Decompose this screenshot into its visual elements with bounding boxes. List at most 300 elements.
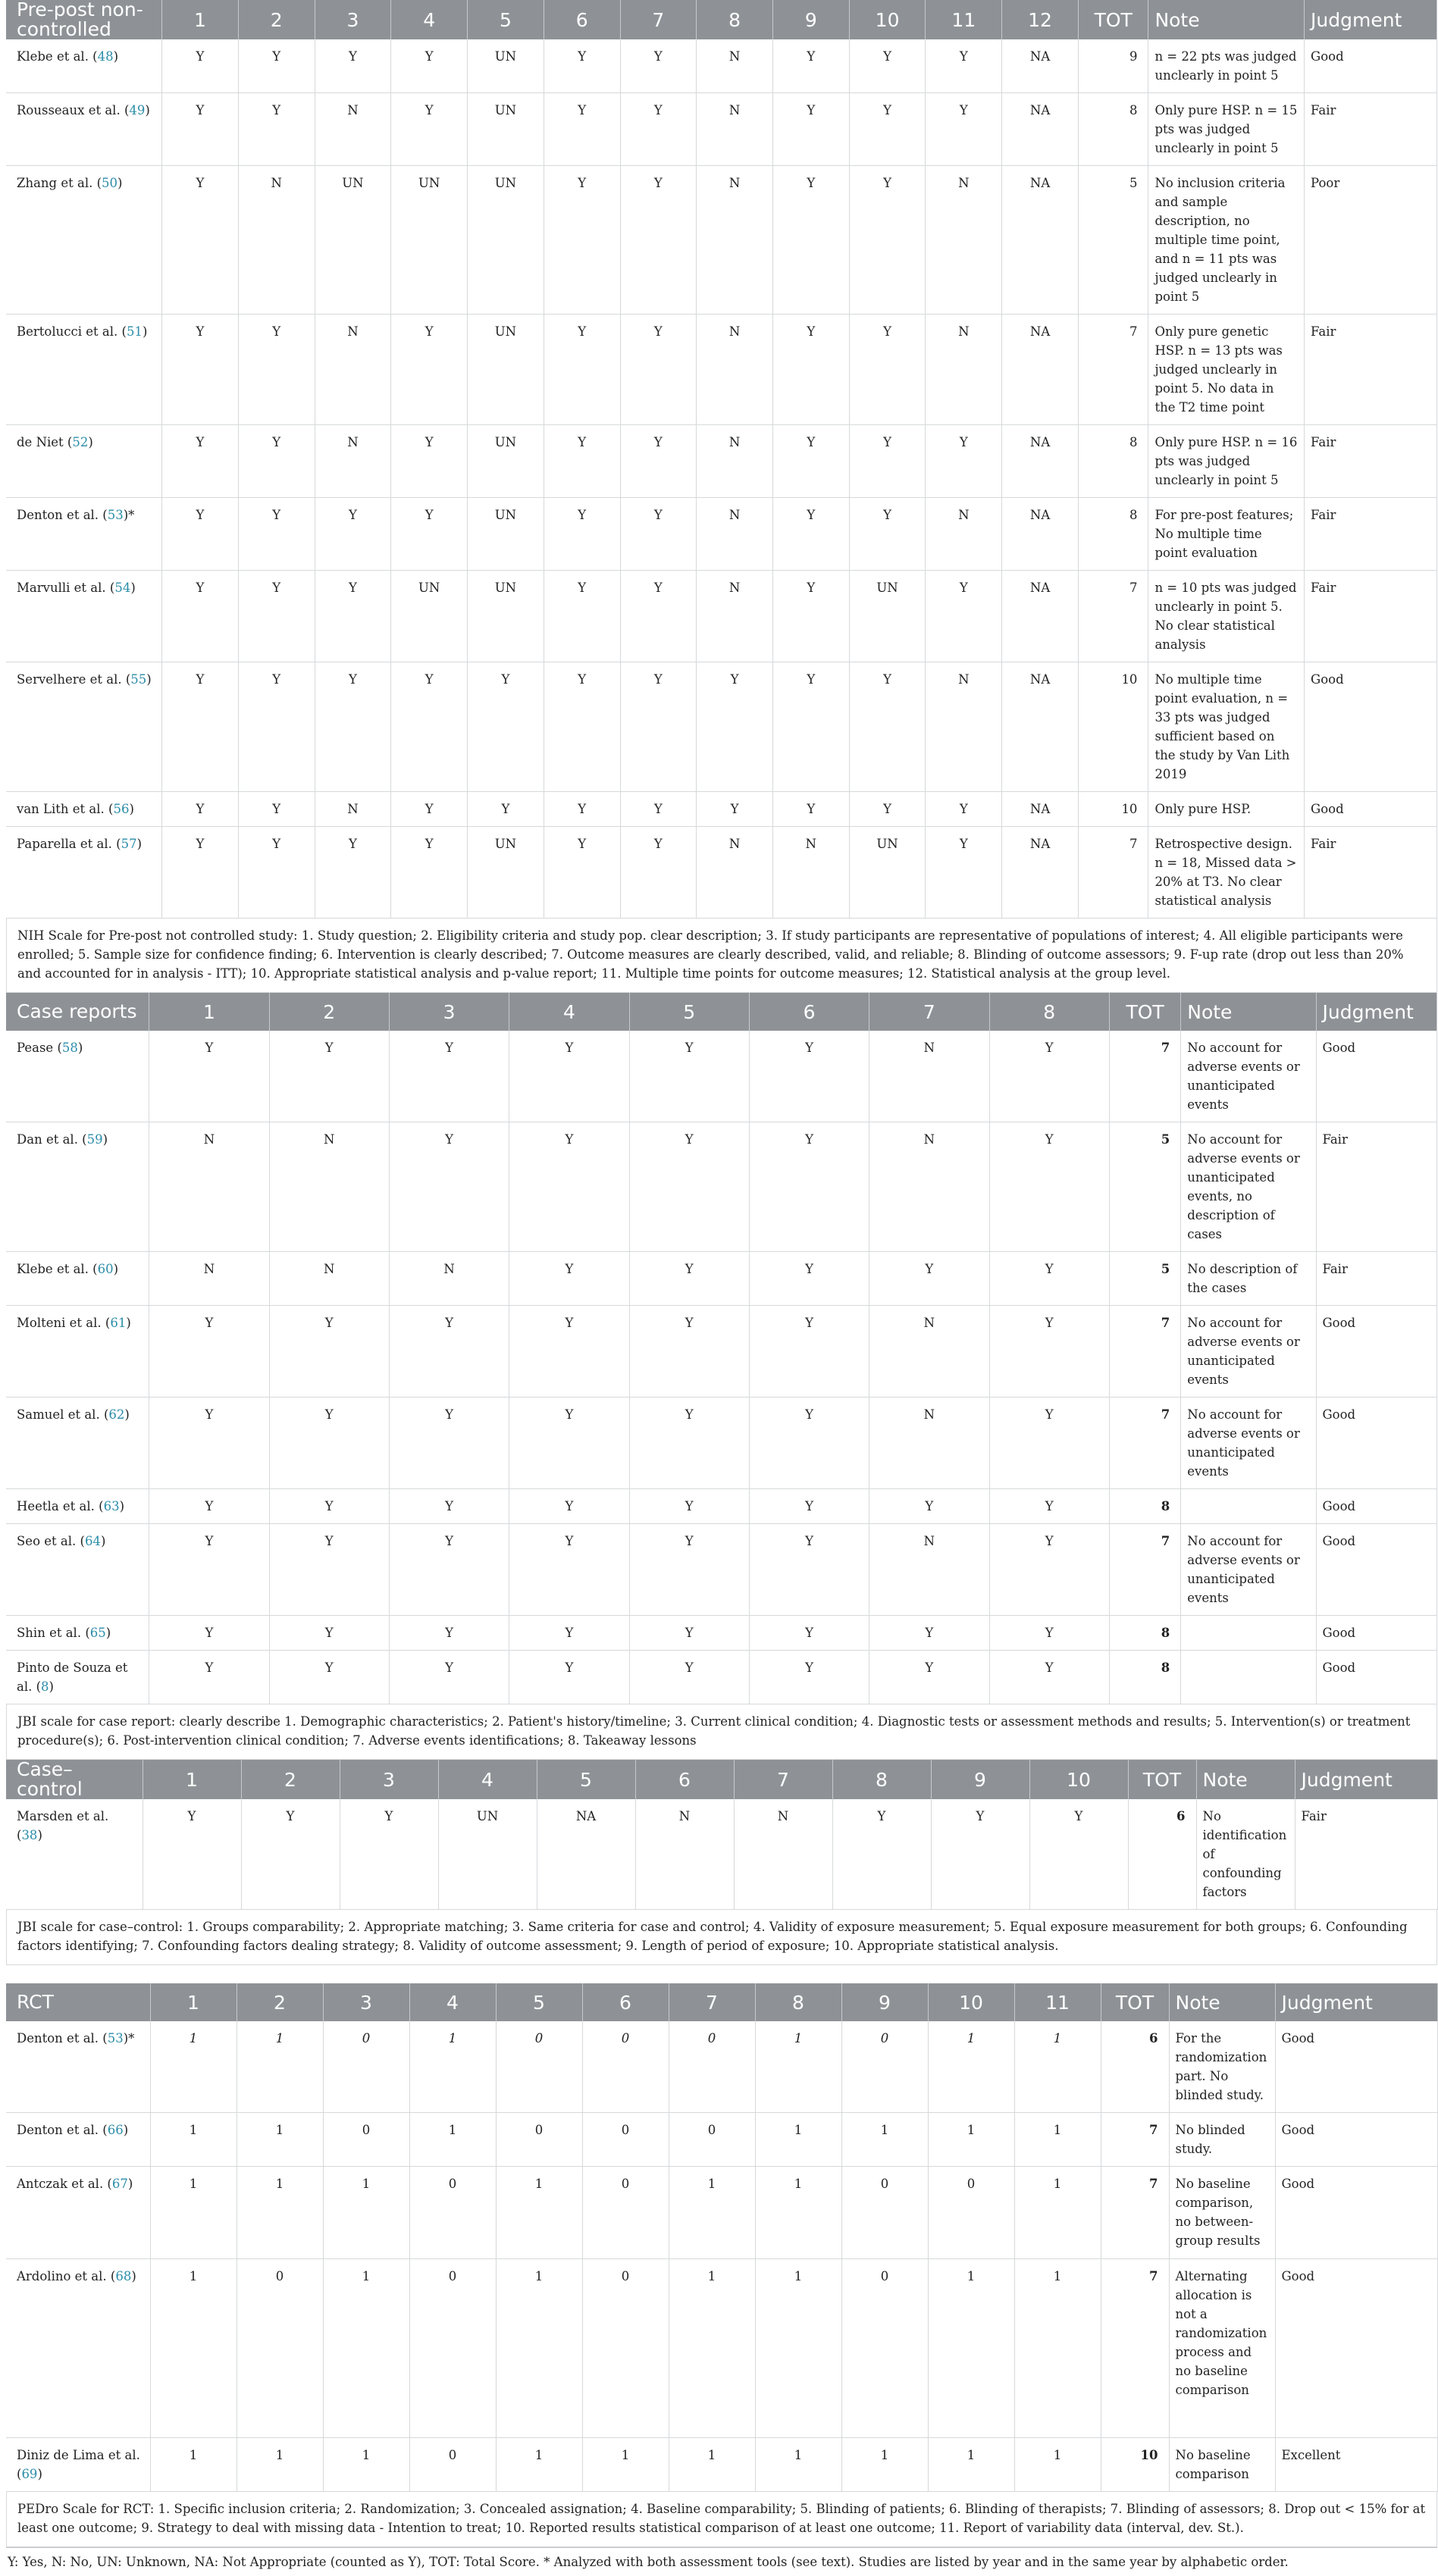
column-header: 7: [669, 1983, 755, 2021]
reference-link[interactable]: 63: [103, 1499, 120, 1513]
study-label: Denton et al. (: [17, 508, 108, 522]
score-cell: Y: [149, 1031, 269, 1122]
total-score: 10: [1078, 792, 1148, 827]
score-cell: N: [389, 1252, 509, 1306]
note-cell: Only pure genetic HSP. n = 13 pts was judged unclearly in point 5. No data in the T2 time point: [1148, 315, 1305, 425]
judgment-cell: Fair: [1305, 425, 1437, 498]
score-cell: Y: [509, 1031, 629, 1122]
score-cell: Y: [389, 1306, 509, 1398]
score-cell: Y: [749, 1122, 869, 1252]
study-label: Klebe et al. (: [17, 1262, 98, 1276]
judgment-cell: Good: [1316, 1489, 1437, 1524]
score-cell: 0: [669, 2021, 755, 2113]
score-cell: UN: [468, 425, 544, 498]
study-label: Denton et al. (: [17, 2031, 108, 2045]
score-cell: Y: [629, 1252, 749, 1306]
score-cell: Y: [238, 662, 315, 792]
scale-footnote: JBI scale for case–control: 1. Groups comparability; 2. Appropriate matching; 3. Same criteria for case and control; 4. Validity of exposure measurement; 5. Equal exposure measurement for both groups; 6. Confounding factors identifying; 7. Confounding factors dealing strategy; 8. Validity of outcome assessment; 9. Length of period of exposure; 10. Appropriate statistical analysis.: [6, 1910, 1437, 1965]
study-label-suffix: ): [129, 802, 134, 816]
score-cell: Y: [926, 827, 1002, 919]
note-cell: Alternating allocation is not a randomization process and no baseline comparison: [1169, 2259, 1275, 2438]
score-cell: Y: [869, 1252, 989, 1306]
score-cell: 0: [496, 2021, 582, 2113]
score-cell: Y: [749, 1524, 869, 1616]
score-cell: 0: [323, 2021, 409, 2113]
study-name: [6, 2438, 150, 2492]
score-cell: N: [269, 1122, 389, 1252]
total-score: 9: [1078, 39, 1148, 93]
score-cell: N: [269, 1252, 389, 1306]
study-label: Rousseaux et al. (: [17, 103, 130, 117]
score-cell: 1: [496, 2438, 582, 2492]
study-label: Samuel et al. (: [17, 1407, 109, 1422]
total-score: 8: [1109, 1616, 1180, 1651]
score-cell: 1: [1014, 2259, 1101, 2438]
rct-table: [6, 1983, 1438, 2492]
score-cell: 1: [841, 2113, 928, 2167]
score-cell: 1: [755, 2259, 841, 2438]
study-label-suffix: ): [113, 1262, 119, 1276]
reference-link[interactable]: 69: [21, 2467, 38, 2481]
score-cell: Y: [391, 39, 468, 93]
score-cell: Y: [544, 662, 620, 792]
table-row: [6, 1524, 1437, 1616]
column-header: 7: [734, 1760, 832, 1799]
score-cell: 0: [582, 2167, 669, 2259]
reference-link[interactable]: 55: [130, 672, 147, 687]
total-score: 8: [1109, 1489, 1180, 1524]
score-cell: N: [315, 792, 391, 827]
table-legend: Y: Yes, N: No, UN: Unknown, NA: Not Appropriate (counted as Y), TOT: Total Score. * Analyzed with both assessment tools (see text). Studies are listed by year and in the same year by alphabetic order.: [6, 2547, 1437, 2576]
table-row: [6, 166, 1437, 315]
score-cell: 1: [928, 2021, 1014, 2113]
column-header: 10: [928, 1983, 1014, 2021]
score-cell: Y: [391, 662, 468, 792]
total-score: 6: [1101, 2021, 1169, 2113]
score-cell: Y: [832, 1799, 931, 1910]
score-cell: Y: [269, 1306, 389, 1398]
column-header: 8: [755, 1983, 841, 2021]
reference-link[interactable]: 51: [126, 324, 143, 339]
score-cell: Y: [772, 498, 849, 571]
study-name: [6, 39, 162, 93]
note-cell: No baseline comparison, no between-group results: [1169, 2167, 1275, 2259]
score-cell: Y: [772, 93, 849, 166]
score-cell: Y: [620, 166, 697, 315]
section-prepost: [6, 0, 1437, 993]
section-rct: [6, 1983, 1437, 2547]
column-header: Note: [1196, 1760, 1295, 1799]
score-cell: UN: [849, 827, 926, 919]
reference-link[interactable]: 8: [41, 1679, 49, 1694]
study-name: [6, 166, 162, 315]
reference-link[interactable]: 68: [115, 2269, 132, 2283]
total-score: 7: [1109, 1524, 1180, 1616]
score-cell: N: [926, 662, 1002, 792]
reference-link[interactable]: 60: [97, 1262, 114, 1276]
score-cell: Y: [269, 1651, 389, 1704]
column-header: Judgment: [1316, 993, 1437, 1031]
score-cell: Y: [849, 425, 926, 498]
study-label-suffix: ): [146, 672, 152, 687]
reference-link[interactable]: 57: [121, 837, 137, 851]
score-cell: UN: [391, 166, 468, 315]
score-cell: N: [697, 315, 773, 425]
score-cell: Y: [629, 1524, 749, 1616]
score-cell: Y: [544, 39, 620, 93]
score-cell: 1: [755, 2113, 841, 2167]
section-case: [6, 993, 1437, 1760]
table-row: [6, 498, 1437, 571]
score-cell: Y: [749, 1616, 869, 1651]
score-cell: Y: [620, 662, 697, 792]
scale-footnote: NIH Scale for Pre-post not controlled study: 1. Study question; 2. Eligibility criteria and study pop. clear description; 3. If study participants are representative of populations of interest; 4. All eligible participants were enrolled; 5. Sample size for confidence finding; 6. Intervention is clearly described; 7. Outcome measures are clearly described, valid, and reliable; 8. Blinding of outcome assessors; 9. F-up rate (drop out less than 20% and accounted for in analysis - ITT); 10. Appropriate statistical analysis and p-value report; 11. Multiple time points for outcome measures; 12. Statistical analysis at the group level.: [6, 919, 1437, 993]
study-label-suffix: ): [37, 1828, 42, 1842]
score-cell: Y: [629, 1651, 749, 1704]
score-cell: Y: [772, 315, 849, 425]
score-cell: Y: [391, 827, 468, 919]
note-cell: n = 10 pts was judged unclearly in point 5. No clear statistical analysis: [1148, 571, 1305, 662]
column-header: 3: [389, 993, 509, 1031]
column-header: 2: [238, 0, 315, 39]
column-header: 1: [149, 993, 269, 1031]
column-header: TOT: [1078, 0, 1148, 39]
score-cell: UN: [315, 166, 391, 315]
score-cell: 0: [323, 2113, 409, 2167]
study-label: Antczak et al. (: [17, 2177, 112, 2191]
judgment-cell: Fair: [1305, 93, 1437, 166]
score-cell: 1: [1014, 2167, 1101, 2259]
reference-link[interactable]: 66: [107, 2123, 124, 2137]
judgment-cell: Good: [1316, 1398, 1437, 1489]
column-header: 3: [315, 0, 391, 39]
study-label: Denton et al. (: [17, 2123, 108, 2137]
column-header: 1: [162, 0, 239, 39]
study-label: Servelhere et al. (: [17, 672, 131, 687]
score-cell: 1: [669, 2438, 755, 2492]
score-cell: Y: [391, 425, 468, 498]
score-cell: Y: [509, 1252, 629, 1306]
reference-link[interactable]: 62: [108, 1407, 125, 1422]
column-header: 8: [989, 993, 1109, 1031]
study-label: Klebe et al. (: [17, 49, 98, 64]
score-cell: 1: [237, 2021, 323, 2113]
table-row: [6, 1306, 1437, 1398]
judgment-cell: Good: [1275, 2167, 1437, 2259]
study-name: [6, 1799, 143, 1910]
study-name: [6, 571, 162, 662]
study-label-suffix: ): [119, 1499, 125, 1513]
score-cell: Y: [162, 827, 239, 919]
score-cell: N: [926, 166, 1002, 315]
score-cell: Y: [509, 1489, 629, 1524]
score-cell: 1: [150, 2113, 237, 2167]
score-cell: 0: [841, 2259, 928, 2438]
section-title: Case–control: [6, 1760, 143, 1799]
score-cell: N: [697, 571, 773, 662]
study-label: Dan et al. (: [17, 1132, 87, 1147]
column-header: 4: [438, 1760, 537, 1799]
score-cell: Y: [926, 93, 1002, 166]
column-header: 4: [391, 0, 468, 39]
reference-link[interactable]: 61: [110, 1316, 127, 1330]
score-cell: Y: [629, 1398, 749, 1489]
study-label-suffix: ): [131, 2269, 136, 2283]
study-label: Marvulli et al. (: [17, 581, 115, 595]
score-cell: Y: [149, 1524, 269, 1616]
table-row: [6, 1799, 1437, 1910]
score-cell: Y: [389, 1122, 509, 1252]
reference-link[interactable]: 53: [107, 508, 124, 522]
score-cell: N: [869, 1398, 989, 1489]
score-cell: Y: [926, 792, 1002, 827]
score-cell: N: [734, 1799, 832, 1910]
reference-link[interactable]: 64: [84, 1534, 101, 1548]
score-cell: Y: [620, 792, 697, 827]
study-label-suffix: ): [102, 1132, 108, 1147]
total-score: 5: [1109, 1122, 1180, 1252]
score-cell: 1: [669, 2259, 755, 2438]
judgment-cell: Good: [1275, 2259, 1437, 2438]
study-name: [6, 1398, 149, 1489]
score-cell: Y: [149, 1398, 269, 1489]
judgment-cell: Fair: [1305, 498, 1437, 571]
judgment-cell: Good: [1316, 1616, 1437, 1651]
table-row: [6, 2113, 1437, 2167]
column-header: 10: [849, 0, 926, 39]
score-cell: N: [315, 425, 391, 498]
score-cell: 0: [841, 2021, 928, 2113]
column-header: 1: [143, 1760, 241, 1799]
reference-link[interactable]: 67: [111, 2177, 128, 2191]
score-cell: Y: [772, 792, 849, 827]
study-name: [6, 1252, 149, 1306]
score-cell: 1: [496, 2167, 582, 2259]
study-name: [6, 827, 162, 919]
reference-link[interactable]: 56: [113, 802, 130, 816]
study-label-suffix: ): [124, 1407, 130, 1422]
score-cell: Y: [389, 1398, 509, 1489]
study-name: [6, 2113, 150, 2167]
study-name: [6, 2259, 150, 2438]
column-header: 9: [772, 0, 849, 39]
score-cell: Y: [238, 93, 315, 166]
reference-link[interactable]: 54: [114, 581, 131, 595]
total-score: 10: [1078, 662, 1148, 792]
score-cell: Y: [544, 166, 620, 315]
score-cell: Y: [989, 1524, 1109, 1616]
score-cell: Y: [697, 792, 773, 827]
score-cell: NA: [1002, 93, 1079, 166]
score-cell: 0: [841, 2167, 928, 2259]
reference-link[interactable]: 65: [89, 1626, 106, 1640]
total-score: 7: [1101, 2167, 1169, 2259]
study-label-suffix: ): [126, 1316, 131, 1330]
score-cell: 1: [755, 2438, 841, 2492]
score-cell: Y: [629, 1306, 749, 1398]
score-cell: 1: [237, 2438, 323, 2492]
reference-link[interactable]: 58: [61, 1041, 78, 1055]
reference-link[interactable]: 50: [102, 176, 118, 190]
study-name: [6, 1122, 149, 1252]
score-cell: Y: [143, 1799, 241, 1910]
note-cell: No blinded study.: [1169, 2113, 1275, 2167]
reference-link[interactable]: 52: [72, 435, 89, 449]
score-cell: Y: [162, 792, 239, 827]
score-cell: 1: [928, 2113, 1014, 2167]
note-cell: For pre-post features; No multiple time point evaluation: [1148, 498, 1305, 571]
column-header: 8: [832, 1760, 931, 1799]
study-label-suffix: )*: [123, 2031, 135, 2045]
note-cell: n = 22 pts was judged unclearly in point 5: [1148, 39, 1305, 93]
score-cell: Y: [849, 498, 926, 571]
column-header: 3: [323, 1983, 409, 2021]
score-cell: Y: [926, 425, 1002, 498]
score-cell: UN: [391, 571, 468, 662]
study-name: [6, 1651, 149, 1704]
score-cell: Y: [849, 315, 926, 425]
score-cell: Y: [162, 498, 239, 571]
judgment-cell: Fair: [1316, 1122, 1437, 1252]
score-cell: Y: [749, 1651, 869, 1704]
score-cell: 1: [409, 2021, 496, 2113]
score-cell: UN: [468, 93, 544, 166]
score-cell: Y: [315, 39, 391, 93]
score-cell: Y: [849, 662, 926, 792]
study-label-suffix: ): [136, 837, 143, 851]
column-header: TOT: [1101, 1983, 1169, 2021]
score-cell: NA: [1002, 792, 1079, 827]
score-cell: Y: [269, 1524, 389, 1616]
study-name: [6, 1524, 149, 1616]
total-score: 5: [1109, 1252, 1180, 1306]
score-cell: Y: [620, 93, 697, 166]
score-cell: 0: [582, 2113, 669, 2167]
score-cell: Y: [162, 166, 239, 315]
total-score: 8: [1078, 425, 1148, 498]
study-label-suffix: ): [77, 1041, 83, 1055]
reference-link[interactable]: 38: [21, 1828, 38, 1842]
study-name: [6, 315, 162, 425]
column-header: 10: [1029, 1760, 1128, 1799]
score-cell: Y: [391, 792, 468, 827]
judgment-cell: Good: [1305, 39, 1437, 93]
prepost-table: [6, 0, 1437, 919]
column-header: Note: [1181, 993, 1316, 1031]
score-cell: Y: [749, 1252, 869, 1306]
reference-link[interactable]: 53: [107, 2031, 124, 2045]
score-cell: Y: [509, 1306, 629, 1398]
score-cell: N: [697, 39, 773, 93]
total-score: 7: [1078, 571, 1148, 662]
study-label-suffix: ): [113, 49, 119, 64]
column-header: Judgment: [1275, 1983, 1437, 2021]
score-cell: Y: [749, 1306, 869, 1398]
score-cell: Y: [544, 827, 620, 919]
score-cell: 1: [841, 2438, 928, 2492]
score-cell: 0: [582, 2021, 669, 2113]
score-cell: Y: [849, 93, 926, 166]
reference-link[interactable]: 49: [129, 103, 146, 117]
score-cell: 1: [1014, 2113, 1101, 2167]
reference-link[interactable]: 48: [97, 49, 114, 64]
casecontrol-table: [6, 1760, 1438, 1910]
score-cell: Y: [989, 1031, 1109, 1122]
score-cell: 1: [150, 2438, 237, 2492]
score-cell: Y: [620, 315, 697, 425]
reference-link[interactable]: 59: [86, 1132, 103, 1147]
study-label: Heetla et al. (: [17, 1499, 104, 1513]
table-row: [6, 425, 1437, 498]
score-cell: UN: [468, 166, 544, 315]
score-cell: 1: [1014, 2438, 1101, 2492]
score-cell: 1: [669, 2167, 755, 2259]
study-label-suffix: ): [145, 103, 150, 117]
score-cell: N: [315, 93, 391, 166]
score-cell: Y: [241, 1799, 340, 1910]
score-cell: 1: [323, 2259, 409, 2438]
score-cell: Y: [509, 1122, 629, 1252]
note-cell: Retrospective design. n = 18, Missed data > 20% at T3. No clear statistical analysis: [1148, 827, 1305, 919]
score-cell: Y: [620, 498, 697, 571]
score-cell: Y: [989, 1306, 1109, 1398]
column-header: Judgment: [1305, 0, 1437, 39]
table-row: [6, 2167, 1437, 2259]
study-label-suffix: ): [88, 435, 93, 449]
column-header: 9: [841, 1983, 928, 2021]
score-cell: Y: [509, 1651, 629, 1704]
study-name: [6, 1616, 149, 1651]
score-cell: Y: [238, 425, 315, 498]
score-cell: NA: [1002, 662, 1079, 792]
score-cell: Y: [926, 571, 1002, 662]
score-cell: Y: [544, 425, 620, 498]
column-header: 11: [926, 0, 1002, 39]
score-cell: 1: [928, 2438, 1014, 2492]
score-cell: Y: [989, 1122, 1109, 1252]
score-cell: Y: [544, 498, 620, 571]
score-cell: Y: [468, 662, 544, 792]
total-score: 8: [1109, 1651, 1180, 1704]
note-cell: No account for adverse events or unanticipated events, no description of cases: [1181, 1122, 1316, 1252]
score-cell: Y: [629, 1616, 749, 1651]
score-cell: Y: [629, 1031, 749, 1122]
score-cell: UN: [468, 315, 544, 425]
column-header: 2: [269, 993, 389, 1031]
scale-footnote: PEDro Scale for RCT: 1. Specific inclusion criteria; 2. Randomization; 3. Concealed assignation; 4. Baseline comparability; 5. Blinding of patients; 6. Blinding of therapists; 7. Blinding of assessors; 8. Drop out < 15% for at least one outcome; 9. Strategy to deal with missing data - Intention to treat; 10. Reported results statistical comparison of at least one outcome; 11. Report of variability data (interval, dev. St.).: [6, 2492, 1437, 2547]
score-cell: Y: [697, 662, 773, 792]
total-score: 7: [1109, 1398, 1180, 1489]
score-cell: Y: [544, 792, 620, 827]
score-cell: Y: [238, 315, 315, 425]
study-name: [6, 498, 162, 571]
score-cell: Y: [315, 662, 391, 792]
study-label: Shin et al. (: [17, 1626, 90, 1640]
note-cell: For the randomization part. No blinded study.: [1169, 2021, 1275, 2113]
score-cell: Y: [869, 1616, 989, 1651]
column-header: 4: [409, 1983, 496, 2021]
score-cell: Y: [269, 1031, 389, 1122]
study-label: Pinto de Souza et al. (: [17, 1660, 128, 1694]
score-cell: 0: [409, 2167, 496, 2259]
judgment-cell: Fair: [1316, 1252, 1437, 1306]
score-cell: Y: [149, 1616, 269, 1651]
score-cell: Y: [849, 792, 926, 827]
score-cell: Y: [989, 1616, 1109, 1651]
study-name: [6, 425, 162, 498]
study-name: [6, 2167, 150, 2259]
study-name: [6, 1306, 149, 1398]
